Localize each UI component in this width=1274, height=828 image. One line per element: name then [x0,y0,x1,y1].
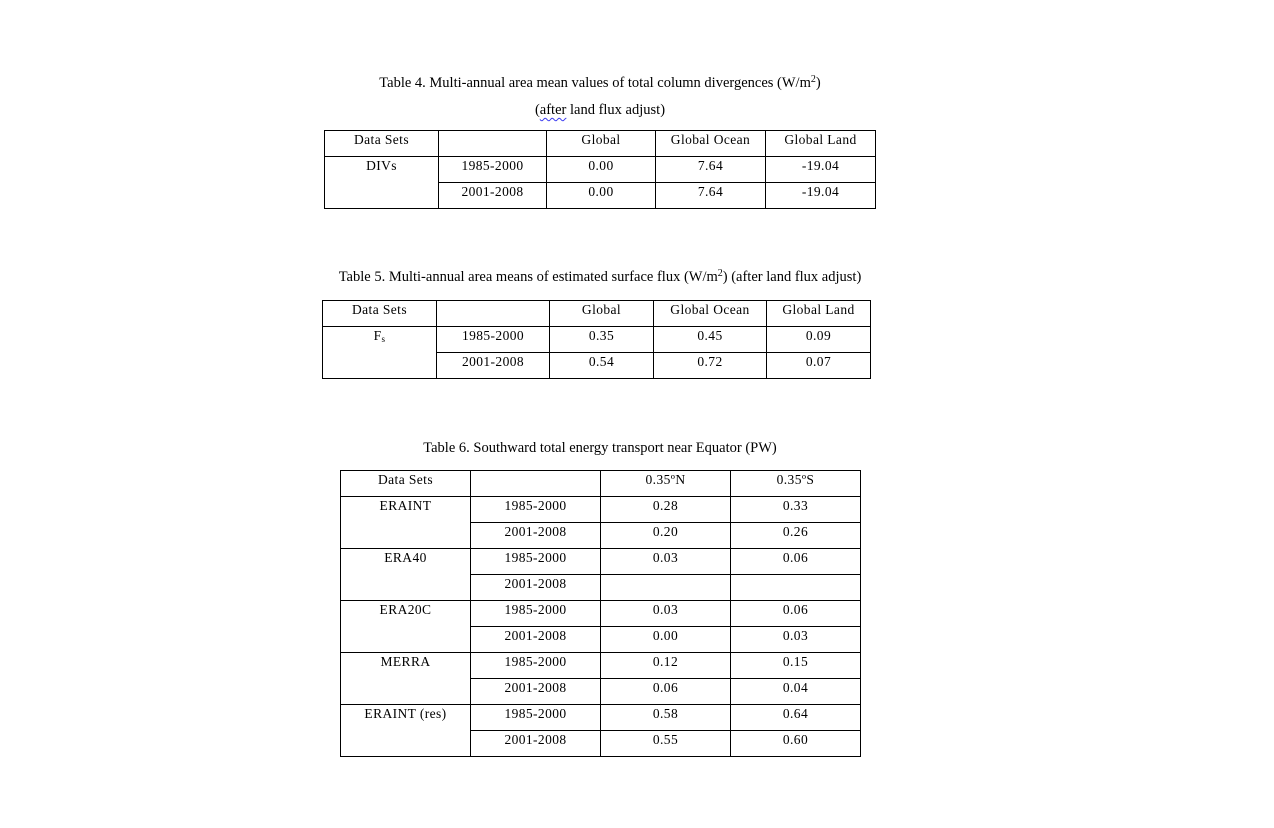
value-cell: 0.45 [654,327,767,353]
table6 [340,470,861,757]
value-cell: -19.04 [766,183,876,209]
value-cell: 0.54 [550,353,654,379]
value-cell: 0.64 [731,705,861,731]
value-cell: 0.35 [550,327,654,353]
dataset-cell: MERRA [341,653,471,705]
value-cell: 0.06 [731,601,861,627]
header-cell [437,301,550,327]
header-cell: Data Sets [323,301,437,327]
header-cell: Global [550,301,654,327]
header-cell: Global Ocean [654,301,767,327]
value-cell: 0.00 [547,157,656,183]
value-cell [731,575,861,601]
value-cell: 0.33 [731,497,861,523]
dataset-cell: DIVs [325,157,439,209]
table5-caption-superscript: 2 [717,268,723,279]
table4-caption-line2-word: after [539,102,567,118]
header-cell: 0.35ºS [731,471,861,497]
table-header-row [323,301,871,327]
value-cell: 7.64 [656,157,766,183]
table-row [341,653,861,679]
table4-caption-text: Table 4. Multi-annual area mean values of total column divergences (W/m [379,75,811,91]
table-row [323,327,871,353]
table5-caption [0,269,1200,286]
table6-caption-text: Table 6. Southward total energy transport near Equator (PW) [423,440,777,456]
value-cell: 0.03 [601,601,731,627]
period-cell: 1985-2000 [471,653,601,679]
period-cell: 2001-2008 [471,627,601,653]
period-cell: 2001-2008 [471,523,601,549]
value-cell: 0.72 [654,353,767,379]
header-cell: Global Land [766,131,876,157]
value-cell: 0.12 [601,653,731,679]
value-cell: 0.04 [731,679,861,705]
dataset-cell: ERAINT (res) [341,705,471,757]
header-cell: Data Sets [325,131,439,157]
dataset-cell: ERA40 [341,549,471,601]
table-row [341,601,861,627]
value-cell: 0.15 [731,653,861,679]
value-cell: 0.09 [767,327,871,353]
table4-caption-superscript: 2 [810,74,816,85]
value-cell: 0.20 [601,523,731,549]
value-cell: 0.60 [731,731,861,757]
table4-caption-close: ) [815,75,821,91]
table5 [322,300,871,379]
value-cell: 7.64 [656,183,766,209]
period-cell: 2001-2008 [437,353,550,379]
header-cell [471,471,601,497]
dataset-cell [323,327,437,379]
table-row [341,497,861,523]
table5-caption-rest: ) (after land flux adjust) [722,269,862,285]
header-cell: Global Land [767,301,871,327]
table-row [341,705,861,731]
value-cell: 0.58 [601,705,731,731]
dataset-symbol-subscript: s [381,334,386,344]
dataset-cell: ERAINT [341,497,471,549]
header-cell: 0.35ºN [601,471,731,497]
value-cell: -19.04 [766,157,876,183]
period-cell: 1985-2000 [471,601,601,627]
table-header-row [341,471,861,497]
table-row [341,549,861,575]
value-cell [601,575,731,601]
table4-caption-line2 [0,102,1200,119]
header-cell: Global [547,131,656,157]
table5-caption-text: Table 5. Multi-annual area means of estimated surface flux (W/m [338,269,718,285]
table-header-row [325,131,876,157]
value-cell: 0.28 [601,497,731,523]
table4-caption [0,75,1200,92]
dataset-symbol: F [373,328,382,343]
value-cell: 0.06 [731,549,861,575]
value-cell: 0.06 [601,679,731,705]
value-cell: 0.03 [731,627,861,653]
value-cell: 0.00 [601,627,731,653]
period-cell: 2001-2008 [439,183,547,209]
period-cell: 1985-2000 [471,705,601,731]
period-cell: 1985-2000 [439,157,547,183]
period-cell: 2001-2008 [471,679,601,705]
period-cell: 1985-2000 [437,327,550,353]
header-cell: Data Sets [341,471,471,497]
table4-caption-line2-rest: land flux adjust) [566,102,666,118]
value-cell: 0.00 [547,183,656,209]
table6-caption [0,440,1200,457]
table4-caption-line2-open: ( [534,102,540,118]
value-cell: 0.55 [601,731,731,757]
table-row [325,157,876,183]
header-cell: Global Ocean [656,131,766,157]
table4 [324,130,876,209]
value-cell: 0.03 [601,549,731,575]
period-cell: 1985-2000 [471,497,601,523]
period-cell: 2001-2008 [471,575,601,601]
period-cell: 1985-2000 [471,549,601,575]
period-cell: 2001-2008 [471,731,601,757]
header-cell [439,131,547,157]
value-cell: 0.26 [731,523,861,549]
dataset-cell: ERA20C [341,601,471,653]
value-cell: 0.07 [767,353,871,379]
